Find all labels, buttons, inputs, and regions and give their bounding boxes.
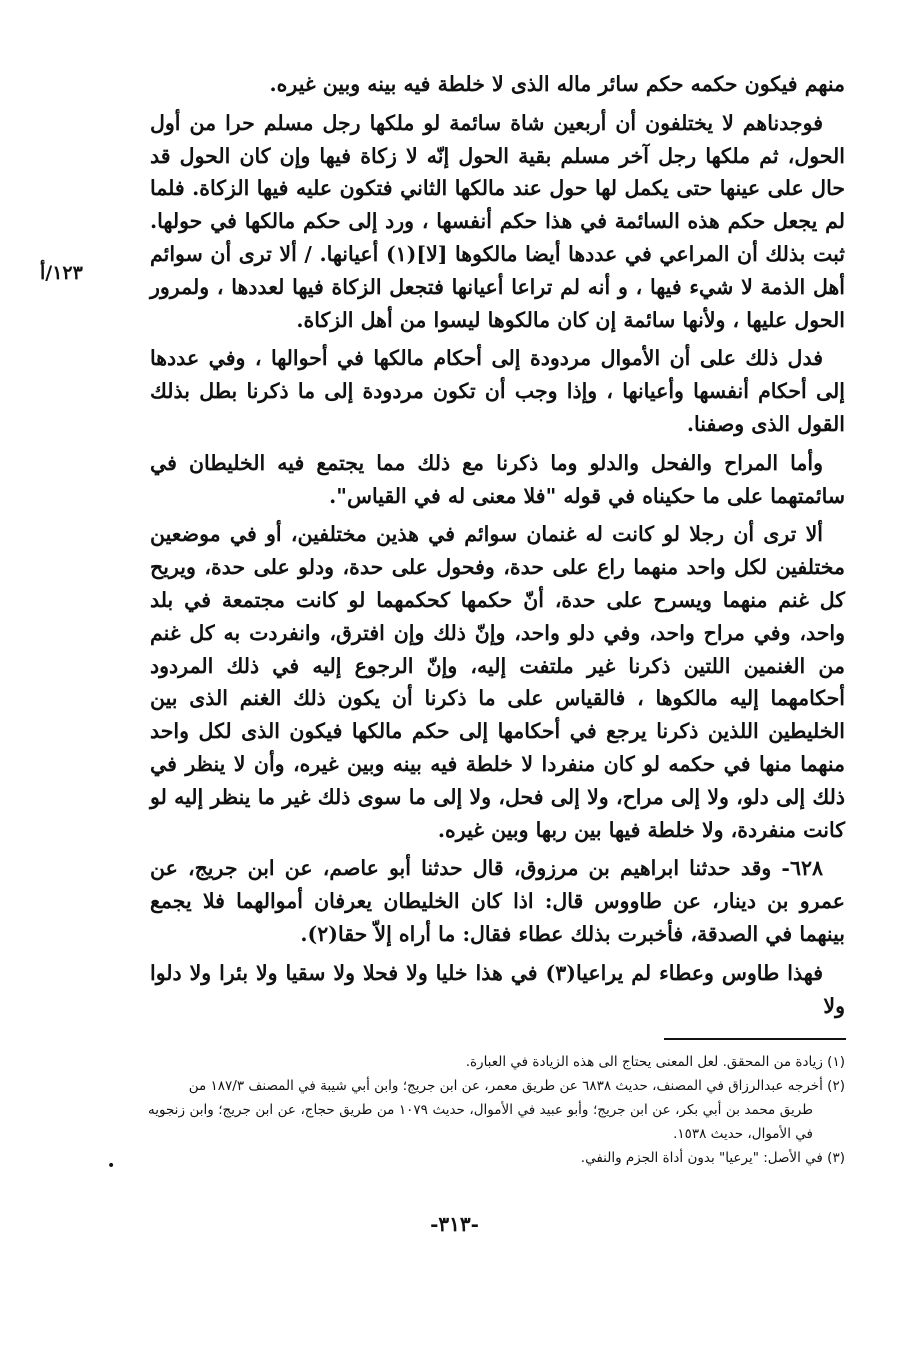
page-number: -٣١٣- <box>430 1212 479 1236</box>
footnote-3 <box>148 1146 845 1170</box>
margin-dot-mark: • <box>107 1158 116 1174</box>
main-text-body <box>150 68 845 1028</box>
footnote-separator <box>664 1038 846 1040</box>
paragraph-4: وأما المراح والفحل والدلو وما ذكرنا مع ذلك مما يجتمع فيه الخليطان في سائمتهما على ما حكيناه في قوله "فلا معنى له في القياس". <box>150 450 845 508</box>
footnote-1 <box>148 1050 845 1074</box>
footnote-2 <box>148 1074 845 1146</box>
footnote-3-text: (٣) في الأصل: "يرعيا" بدون أداة الجزم والنفي. <box>580 1150 845 1166</box>
paragraph-2: فوجدناهم لا يختلفون أن أربعين شاة سائمة لو ملكها رجل مسلم حرا من أول الحول، ثم ملكها رجل آخر مسلم بقية الحول إنّه لا زكاة فيها وإن كان الحول قد حال على عينها حتى يكمل لها حول عند مالكها الثاني فتكون عليه فيها الزكاة. فلما لم يجعل حكم هذه السائمة في هذا حكم أنفسها ، ورد إلى حكم مالكها في حولها. ثبت بذلك أن المراعي في عددها أيضا مالكوها [لا](١) أعيانها. / ألا ترى أن سوائم أهل الذمة لا شيء فيها ، و أنه لم تراعا أعيانها فتجعل الزكاة فيها لعددها ، ولمرور الحول عليها ، ولأنها سائمة إن كان مالكوها ليسوا من أهل الزكاة. <box>150 110 845 332</box>
paragraph-3: فدل ذلك على أن الأموال مردودة إلى أحكام مالكها في أحوالها ، وفي عددها إلى أحكام أنفسها وأعيانها ، وإذا وجب أن تكون مردودة إلى ما ذكرنا بطل بذلك القول الذى وصفنا. <box>150 346 845 436</box>
footnotes-section <box>148 1050 845 1170</box>
footnote-1-text: (١) زيادة من المحقق. لعل المعنى يحتاج الى هذه الزيادة في العبارة. <box>465 1054 845 1070</box>
footnote-2-text: (٢) أخرجه عبدالرزاق في المصنف، حديث ٦٨٣٨ عن طريق معمر، عن ابن جريج؛ وابن أبي شيبة في المصنف ١٨٧/٣ من <box>188 1078 845 1094</box>
paragraph-1: منهم فيكون حكمه حكم سائر ماله الذى لا خلطة فيه بينه وبين غيره. <box>269 72 845 96</box>
folio-margin-note: ١٢٣/أ <box>40 262 83 284</box>
paragraph-7: فهذا طاوس وعطاء لم يراعيا(٣) في هذا خليا ولا فحلا ولا سقيا ولا بئرا ولا دلوا ولا <box>150 960 845 1018</box>
paragraph-6-hadith: ٦٢٨- وقد حدثنا ابراهيم بن مرزوق، قال حدثنا أبو عاصم، عن ابن جريج، عن عمرو بن دينار، عن طاووس قال: اذا كان الخليطان يعرفان أموالهما فلا يجمع بينهما في الصدقة، فأخبرت بذلك عطاء فقال: ما أراه إلاّ حقا(٢). <box>150 856 845 946</box>
footnote-2-continuation: طريق محمد بن أبي بكر، عن ابن جريج؛ وأبو عبيد في الأموال، حديث ١٠٧٩ من طريق حجاج، عن ابن جريج؛ وابن زنجويه في الأموال، حديث ١٥٣٨. <box>148 1102 813 1142</box>
paragraph-5: ألا ترى أن رجلا لو كانت له غنمان سوائم في هذين مختلفين، أو في موضعين مختلفين لكل واحد منهما راع على حدة، وفحول على حدة، ودلو على حدة، ويريح كل غنم منهما ويسرح على حدة، أنّ حكمها كحكمهما لو كانت مجتمعة في بلد واحد، وفي مراح واحد، وفي دلو واحد، وإنّ ذلك وإن افترق، وانفردت به كل غنم من الغنمين اللتين ذكرنا غير ملتفت إليه، وإنّ الرجوع إليه في ذلك المردود أحكامهما إليه مالكوها ، فالقياس على ما ذكرنا أن يكون ذلك الغنم الذى بين الخليطين اللذين ذكرنا يرجع في أحكامها إلى حكم مالكها فيكون الذى لكل واحد منهما منها في حكمه لو كان منفردا لا خلطة فيه بينه وبين غيره، وأن لا ينظر في ذلك إلى دلو، ولا إلى مراح، ولا إلى فحل، ولا إلى ما سوى ذلك غير ما ينظر إليه لو كانت منفردة، ولا خلطة فيها بين ربها وبين غيره. <box>150 522 845 842</box>
